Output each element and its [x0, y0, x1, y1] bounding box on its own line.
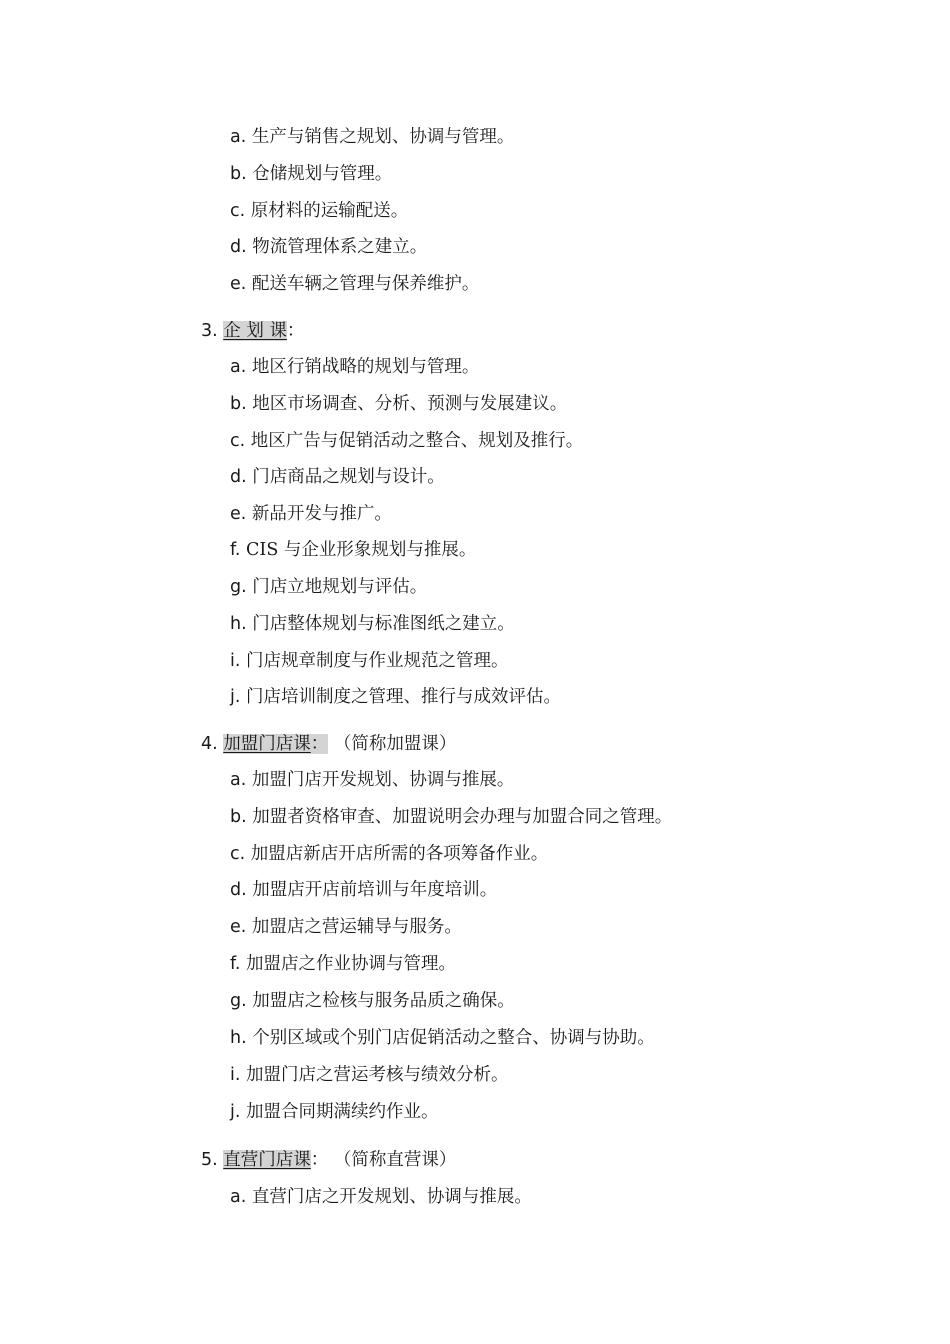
list-marker: c.: [230, 431, 246, 451]
list-marker: a.: [230, 770, 247, 790]
list-item-text: 门店规章制度与作业规范之管理。: [246, 651, 509, 671]
list-item: [230, 686, 561, 708]
list-marker: i.: [230, 1065, 241, 1085]
list-item: [230, 1064, 509, 1086]
list-item: [230, 613, 515, 635]
list-item-text: 物流管理体系之建立。: [252, 237, 428, 257]
list-marker: e.: [230, 917, 247, 937]
list-item-text: CIS 与企业形象规划与推展。: [246, 540, 477, 560]
list-marker: j.: [230, 687, 241, 707]
list-marker: f.: [230, 540, 241, 560]
list-marker: h.: [230, 1028, 247, 1048]
section-heading: [201, 733, 456, 755]
list-item-text: 门店立地规划与评估。: [252, 577, 428, 597]
list-item: [230, 430, 583, 452]
list-item-text: 门店培训制度之管理、推行与成效评估。: [246, 687, 562, 707]
list-item: [230, 466, 445, 488]
list-marker: b.: [230, 164, 247, 184]
list-marker: c.: [230, 844, 246, 864]
list-item-text: 门店整体规划与标准图纸之建立。: [252, 614, 515, 634]
list-item-text: 地区市场调查、分析、预测与发展建议。: [252, 394, 568, 414]
list-marker: j.: [230, 1102, 241, 1122]
section-heading: [201, 1149, 456, 1171]
list-item-text: 加盟店之作业协调与管理。: [246, 954, 457, 974]
list-item: [230, 236, 427, 258]
list-marker: g.: [230, 991, 247, 1011]
list-item: [230, 539, 476, 561]
list-item-text: 地区广告与促销活动之整合、规划及推行。: [250, 431, 584, 451]
list-marker: a.: [230, 127, 247, 147]
list-item-text: 加盟门店开发规划、协调与推展。: [251, 770, 515, 790]
list-item-text: 加盟店之检核与服务品质之确保。: [252, 991, 515, 1011]
list-marker: f.: [230, 954, 241, 974]
section-number: 4.: [201, 734, 218, 754]
list-item-text: 个别区域或个别门店促销活动之整合、协调与协助。: [252, 1028, 655, 1048]
list-item: [230, 806, 672, 828]
list-item-text: 生产与销售之规划、协调与管理。: [251, 127, 515, 147]
list-item: [230, 126, 514, 148]
list-marker: d.: [230, 237, 247, 257]
list-item: [230, 1101, 439, 1123]
list-item-text: 门店商品之规划与设计。: [252, 467, 445, 487]
list-item: [230, 769, 514, 791]
list-item: [230, 503, 392, 525]
list-marker: d.: [230, 880, 247, 900]
section-title: 直营门店课: [223, 1150, 311, 1170]
section-colon: ：: [286, 321, 305, 341]
list-item: [230, 916, 462, 938]
section-number: 3.: [201, 321, 218, 341]
list-marker: g.: [230, 577, 247, 597]
list-item: [230, 650, 509, 672]
list-item-text: 新品开发与推广。: [251, 504, 392, 524]
list-item: [230, 273, 479, 295]
section-title: 加盟门店课: [223, 734, 311, 754]
list-marker: a.: [230, 357, 247, 377]
section-title: 企 划 课: [223, 321, 287, 341]
list-item-text: 加盟店之营运辅导与服务。: [251, 917, 462, 937]
section-abbreviation: （简称加盟课）: [333, 734, 457, 754]
list-item-text: 加盟合同期满续约作业。: [246, 1102, 439, 1122]
list-item: [230, 200, 408, 222]
list-item: [230, 163, 392, 185]
list-item-text: 原材料的运输配送。: [250, 201, 409, 221]
list-item-text: 直营门店之开发规划、协调与推展。: [251, 1187, 532, 1207]
section-colon: ：: [310, 734, 329, 754]
list-item-text: 加盟店新店开店所需的各项筹备作业。: [250, 844, 549, 864]
list-item: [230, 393, 567, 415]
list-item: [230, 879, 497, 901]
list-item: [230, 953, 456, 975]
list-item-text: 地区行销战略的规划与管理。: [251, 357, 480, 377]
list-item: [230, 356, 479, 378]
list-marker: i.: [230, 651, 241, 671]
list-marker: d.: [230, 467, 247, 487]
list-item: [230, 576, 427, 598]
list-item-text: 配送车辆之管理与保养维护。: [251, 274, 480, 294]
section-number: 5.: [201, 1150, 218, 1170]
list-item-text: 加盟门店之营运考核与绩效分析。: [246, 1065, 509, 1085]
list-item-text: 加盟店开店前培训与年度培训。: [252, 880, 498, 900]
list-item: [230, 1186, 532, 1208]
list-item-text: 加盟者资格审查、加盟说明会办理与加盟合同之管理。: [252, 807, 673, 827]
list-marker: b.: [230, 394, 247, 414]
list-marker: h.: [230, 614, 247, 634]
list-marker: e.: [230, 274, 247, 294]
list-item: [230, 843, 548, 865]
list-marker: c.: [230, 201, 246, 221]
list-item-text: 仓储规划与管理。: [252, 164, 393, 184]
list-item: [230, 990, 515, 1012]
section-colon: ：: [310, 1150, 329, 1170]
section-heading: [201, 320, 304, 342]
list-marker: a.: [230, 1187, 247, 1207]
list-item: [230, 1027, 655, 1049]
section-abbreviation: （简称直营课）: [333, 1150, 457, 1170]
list-marker: b.: [230, 807, 247, 827]
list-marker: e.: [230, 504, 247, 524]
